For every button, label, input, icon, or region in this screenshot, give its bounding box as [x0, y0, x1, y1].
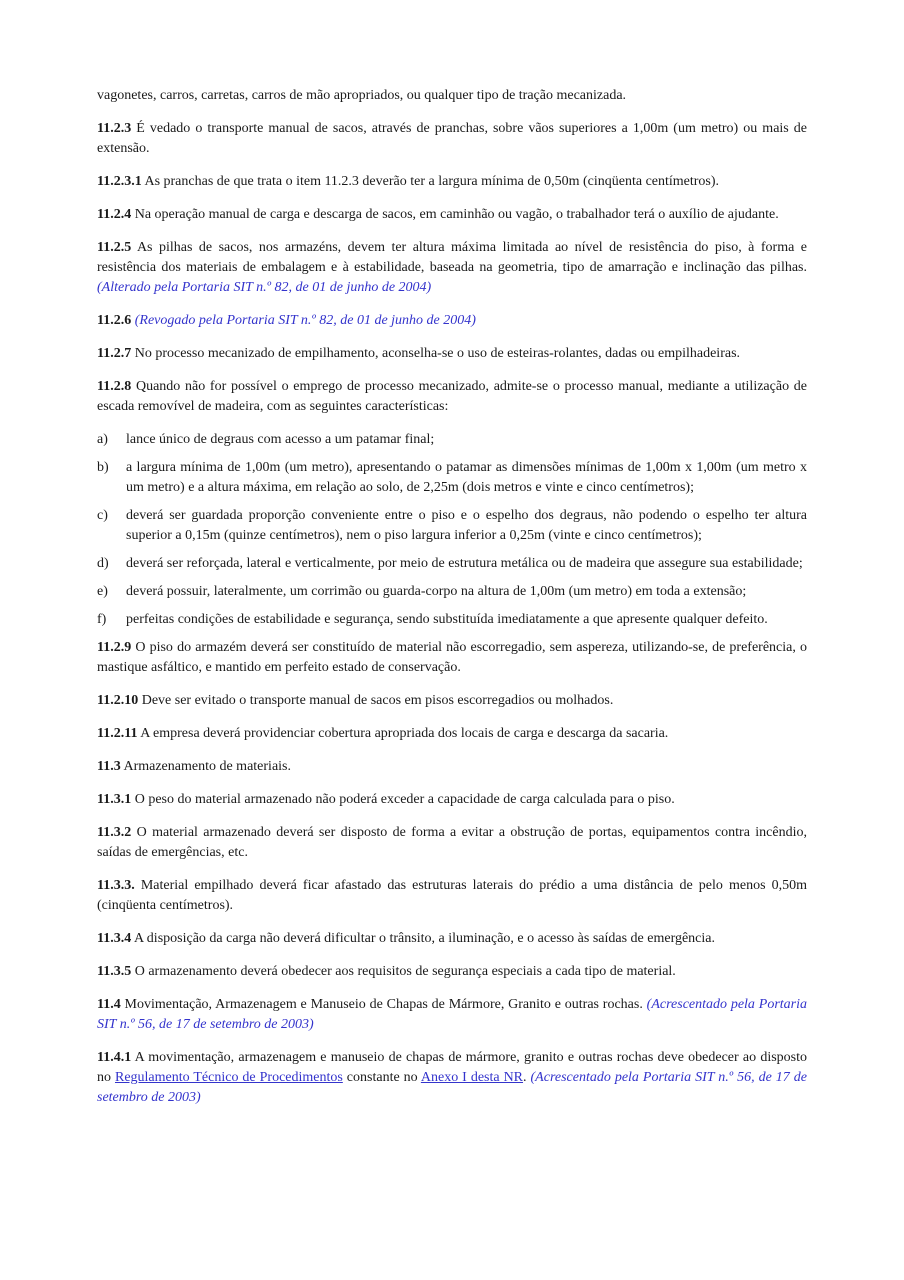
amendment-note: (Alterado pela Portaria SIT n.º 82, de 01 de junho de 2004) [97, 280, 432, 295]
item-number: 11.3 [97, 759, 121, 774]
item-number: 11.2.4 [97, 207, 132, 222]
list-marker: c) [97, 508, 108, 523]
text-run: deverá ser guardada proporção conveniente entre o piso e o espelho dos degraus, não podendo o espelho ter altura superior a 0,15m (quinze centímetros), nem o piso largura inferior a 0,25m (vinte e cinco centímetros); [126, 508, 807, 543]
regulation-paragraph [97, 205, 807, 225]
regulation-paragraph [97, 311, 807, 331]
text-run: Deve ser evitado o transporte manual de sacos em pisos escorregadios ou molhados. [138, 693, 614, 708]
text-run: perfeitas condições de estabilidade e segurança, sendo substituída imediatamente a que apresente qualquer defeito. [126, 612, 768, 627]
regulation-paragraph [97, 790, 807, 810]
item-number: 11.2.7 [97, 346, 132, 361]
item-number: 11.3.2 [97, 825, 132, 840]
regulation-paragraph [97, 757, 807, 777]
list-marker: e) [97, 584, 108, 599]
text-run: vagonetes, carros, carretas, carros de mão apropriados, ou qualquer tipo de tração mecanizada. [97, 88, 627, 103]
list-marker: a) [97, 432, 108, 447]
text-run: As pranchas de que trata o item 11.2.3 deverão ter a largura mínima de 0,50m (cinqüenta centímetros). [141, 174, 720, 189]
regulation-paragraph [97, 1048, 807, 1108]
text-run: O material armazenado deverá ser disposto de forma a evitar a obstrução de portas, equipamentos contra incêndio, saídas de emergências, etc. [97, 825, 807, 860]
item-number: 11.4 [97, 997, 121, 1012]
item-number: 11.2.3.1 [97, 174, 142, 189]
item-number: 11.2.3 [97, 121, 132, 136]
text-run: No processo mecanizado de empilhamento, aconselha-se o uso de esteiras-rolantes, dadas ou empilhadeiras. [131, 346, 741, 361]
text-run: lance único de degraus com acesso a um patamar final; [126, 432, 435, 447]
text-run: Movimentação, Armazenagem e Manuseio de Chapas de Mármore, Granito e outras rochas. [120, 997, 647, 1012]
list-marker: f) [97, 612, 107, 627]
list-item [97, 430, 807, 450]
text-run: A empresa deverá providenciar cobertura apropriada dos locais de carga e descarga da sacaria. [137, 726, 669, 741]
regulation-paragraph [97, 86, 807, 106]
item-number: 11.3.1 [97, 792, 132, 807]
text-run: deverá ser reforçada, lateral e verticalmente, por meio de estrutura metálica ou de madeira que assegure sua estabilidade; [126, 556, 803, 571]
regulation-paragraph [97, 238, 807, 298]
regulation-paragraph [97, 691, 807, 711]
item-number: 11.2.11 [97, 726, 138, 741]
text-run: deverá possuir, lateralmente, um corrimão ou guarda-corpo na altura de 1,00m (um metro) em toda a extensão; [126, 584, 747, 599]
link-regulamento-tecnico[interactable]: Regulamento Técnico de Procedimentos [114, 1070, 343, 1085]
regulation-paragraph [97, 823, 807, 863]
regulation-paragraph [97, 377, 807, 417]
text-run: O armazenamento deverá obedecer aos requisitos de segurança especiais a cada tipo de material. [131, 964, 676, 979]
text-run: Quando não for possível o emprego de processo mecanizado, admite-se o processo manual, mediante a utilização de escada removível de madeira, com as seguintes características: [97, 379, 807, 414]
regulation-paragraph [97, 119, 807, 159]
list-item [97, 554, 807, 574]
regulation-paragraph [97, 962, 807, 982]
list-item [97, 582, 807, 602]
text-run: a largura mínima de 1,00m (um metro), apresentando o patamar as dimensões mínimas de 1,00m x 1,00m (um metro x um metro) e a altura máxima, em relação ao solo, de 2,25m (dois metros e vinte e cinco centímetros); [126, 460, 807, 495]
item-number: 11.4.1 [97, 1050, 132, 1065]
list-marker: b) [97, 460, 109, 475]
regulation-paragraph [97, 344, 807, 364]
item-number: 11.2.6 [97, 313, 132, 328]
text-run: É vedado o transporte manual de sacos, através de pranchas, sobre vãos superiores a 1,00m (um metro) ou mais de extensão. [97, 121, 807, 156]
text-run: A disposição da carga não deverá dificultar o trânsito, a iluminação, e o acesso às saídas de emergência. [131, 931, 716, 946]
text-run: O piso do armazém deverá ser constituído de material não escorregadio, sem aspereza, utilizando-se, de preferência, o mastique asfáltico, e mantido em perfeito estado de conservação. [97, 640, 807, 675]
regulation-paragraph [97, 876, 807, 916]
item-number: 11.3.4 [97, 931, 132, 946]
amendment-note: (Acrescentado pela Portaria SIT n.º 56, de 17 de setembro de 2003) [97, 1070, 807, 1105]
link-anexo-i[interactable]: Anexo I desta NR [420, 1070, 524, 1085]
text-run: constante no [342, 1070, 421, 1085]
list-marker: d) [97, 556, 109, 571]
regulation-paragraph [97, 638, 807, 678]
item-number: 11.3.3. [97, 878, 135, 893]
list-item [97, 610, 807, 630]
item-number: 11.3.5 [97, 964, 132, 979]
amendment-note: (Revogado pela Portaria SIT n.º 82, de 01 de junho de 2004) [134, 313, 476, 328]
regulation-paragraph [97, 172, 807, 192]
text-run: Material empilhado deverá ficar afastado das estruturas laterais do prédio a uma distância de pelo menos 0,50m (cinqüenta centímetros). [97, 878, 807, 913]
item-number: 11.2.10 [97, 693, 139, 708]
document-body [97, 86, 807, 1121]
item-number: 11.2.5 [97, 240, 132, 255]
list-item [97, 506, 807, 546]
text-run: . [523, 1070, 531, 1085]
list-item [97, 458, 807, 498]
regulation-paragraph [97, 929, 807, 949]
text-run: Armazenamento de materiais. [120, 759, 291, 774]
regulation-paragraph [97, 724, 807, 744]
text-run: A movimentação, armazenagem e manuseio de chapas de mármore, granito e outras rochas deve obedecer ao disposto no [97, 1050, 807, 1085]
text-run: As pilhas de sacos, nos armazéns, devem ter altura máxima limitada ao nível de resistência do piso, à forma e resistência dos materiais de embalagem e à estabilidade, baseada na geometria, tipo de amarração e inclinação das pilhas. [97, 240, 807, 275]
regulation-paragraph [97, 995, 807, 1035]
text-run: O peso do material armazenado não poderá exceder a capacidade de carga calculada para o piso. [131, 792, 675, 807]
text-run: Na operação manual de carga e descarga de sacos, em caminhão ou vagão, o trabalhador terá o auxílio de ajudante. [131, 207, 779, 222]
item-number: 11.2.9 [97, 640, 132, 655]
amendment-note: (Acrescentado pela Portaria SIT n.º 56, de 17 de setembro de 2003) [97, 997, 807, 1032]
item-number: 11.2.8 [97, 379, 132, 394]
